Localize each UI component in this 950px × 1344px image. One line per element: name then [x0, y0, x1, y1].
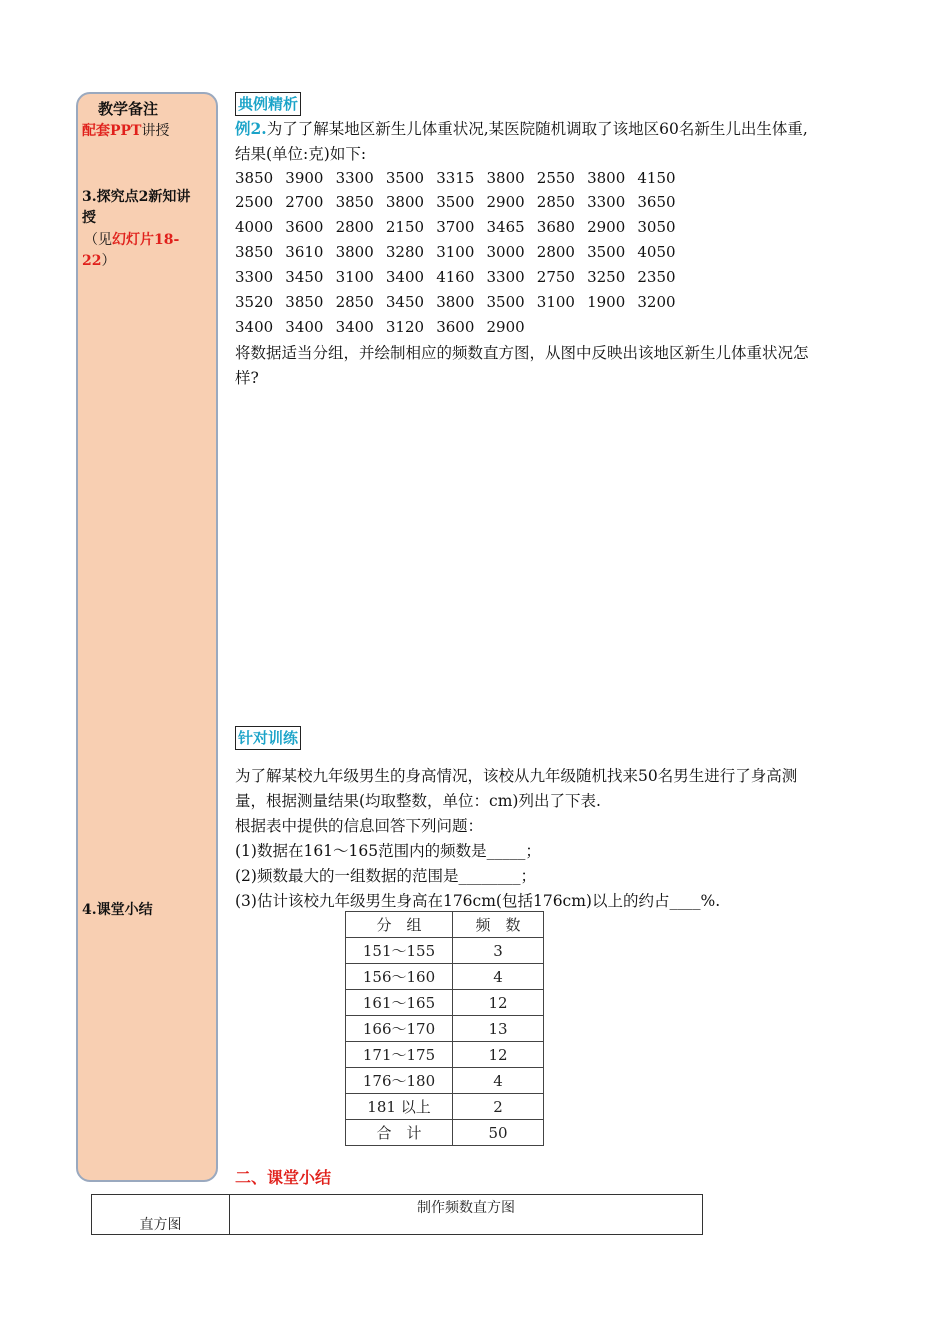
- practice-line1: 为了解某校九年级男生的身高情况，该校从九年级随机找来50名男生进行了身高测: [235, 767, 798, 785]
- data-value: 4150: [637, 169, 676, 187]
- practice-question-1: (1)数据在161～165范围内的频数是_____；: [235, 842, 541, 860]
- example-text: 为了了解某地区新生儿体重状况,某医院随机调取了该地区60名新生儿出生体重,: [266, 120, 808, 138]
- data-value: 2900: [486, 193, 525, 211]
- data-value: 3300: [235, 268, 274, 286]
- summary-title: 二、课堂小结: [235, 1168, 332, 1187]
- data-value: 3700: [436, 218, 475, 236]
- example-question-line2: 样?: [235, 369, 259, 387]
- summary-right-cell: 制作频数直方图: [230, 1195, 703, 1235]
- data-value: 2550: [536, 169, 575, 187]
- data-value: 2800: [536, 243, 575, 261]
- table-cell-frequency: 12: [453, 1042, 544, 1068]
- data-value: 3465: [486, 218, 525, 236]
- table-cell-frequency: 50: [453, 1120, 544, 1146]
- sidebar-item3-slides-num: 22: [82, 253, 102, 269]
- sidebar-item3-slides-text: 幻灯片18-: [112, 232, 180, 248]
- data-value: 3450: [285, 268, 324, 286]
- data-value: 3800: [335, 243, 374, 261]
- table-cell-frequency: 4: [453, 1068, 544, 1094]
- table-header-row: [346, 912, 544, 938]
- practice-line2: 量，根据测量结果(均取整数，单位：cm)列出了下表.: [235, 792, 601, 810]
- sidebar-ppt-red: PPT: [110, 123, 142, 139]
- table-row: [346, 990, 544, 1016]
- data-value: 3800: [385, 193, 425, 211]
- table-row: [346, 1042, 544, 1068]
- table-cell-frequency: 4: [453, 964, 544, 990]
- data-value: 2850: [536, 193, 575, 211]
- table-cell-group: 151～155: [346, 938, 453, 964]
- data-value: 3250: [587, 268, 626, 286]
- data-value: 3850: [235, 169, 274, 187]
- data-value: 2850: [335, 293, 374, 311]
- data-value: 3680: [536, 218, 575, 236]
- table-row: [346, 1016, 544, 1042]
- data-value: 3500: [587, 243, 626, 261]
- table-row: [346, 964, 544, 990]
- data-value: 3400: [385, 268, 425, 286]
- data-value: 3600: [285, 218, 324, 236]
- table-cell-group: 合 计: [346, 1120, 453, 1146]
- data-value: 2150: [385, 218, 425, 236]
- sidebar-item3-slides-end: [82, 250, 115, 270]
- data-value: 3100: [436, 243, 475, 261]
- sidebar-item4: 4.课堂小结: [82, 902, 153, 918]
- data-value: 3100: [536, 293, 575, 311]
- example-text-line1: [235, 117, 808, 141]
- table-cell-frequency: 12: [453, 990, 544, 1016]
- data-value: 3800: [486, 169, 525, 187]
- sidebar-item3-close: ）: [101, 253, 116, 269]
- table-cell-group: 166～170: [346, 1016, 453, 1042]
- data-value: 3600: [436, 318, 475, 336]
- data-value: 1900: [587, 293, 626, 311]
- table-cell-frequency: 3: [453, 938, 544, 964]
- sidebar-ppt-prefix: 配套: [82, 123, 110, 139]
- example-section-label: 典例精析: [235, 92, 301, 116]
- data-value: 3200: [637, 293, 676, 311]
- example-question-line1: 将数据适当分组，并绘制相应的频数直方图，从图中反映出该地区新生儿体重状况怎: [235, 344, 809, 362]
- practice-section-label: 针对训练: [235, 726, 301, 750]
- table-cell-group: 156～160: [346, 964, 453, 990]
- data-value: 3650: [637, 193, 676, 211]
- data-value: 3315: [436, 169, 475, 187]
- practice-line3: 根据表中提供的信息回答下列问题：: [235, 817, 484, 835]
- table-row: [346, 1094, 544, 1120]
- data-value: 2700: [285, 193, 324, 211]
- sidebar-ppt-suffix: 讲授: [141, 123, 170, 139]
- data-value: 4000: [235, 218, 274, 236]
- summary-left-cell: 直方图: [92, 1195, 230, 1235]
- data-value: 3400: [235, 318, 274, 336]
- table-header-frequency: 频 数: [453, 912, 544, 938]
- data-value: 2800: [335, 218, 374, 236]
- data-value: 3800: [436, 293, 475, 311]
- data-value: 3800: [587, 169, 626, 187]
- table-header-group: 分 组: [346, 912, 453, 938]
- data-value: 2350: [637, 268, 676, 286]
- practice-question-3: (3)估计该校九年级男生身高在176cm(包括176cm)以上的约占____%.: [235, 892, 721, 910]
- data-value: 3900: [285, 169, 324, 187]
- sidebar-item3-line1: 3.探究点2新知讲: [82, 189, 191, 205]
- data-value: 3500: [486, 293, 525, 311]
- height-frequency-table: [345, 911, 544, 1146]
- data-value: 3000: [486, 243, 525, 261]
- data-value: 3450: [385, 293, 425, 311]
- summary-table: [91, 1194, 703, 1235]
- data-value: 2750: [536, 268, 575, 286]
- data-value: 3280: [385, 243, 425, 261]
- data-value: 3300: [486, 268, 525, 286]
- data-value: 3850: [235, 243, 274, 261]
- data-value: 3520: [235, 293, 274, 311]
- data-value: 3500: [385, 169, 425, 187]
- data-value: 3300: [335, 169, 374, 187]
- sidebar-title: 教学备注: [98, 100, 159, 118]
- data-value: 3050: [637, 218, 676, 236]
- sidebar-ppt-note: [82, 120, 169, 140]
- data-value: 3400: [285, 318, 324, 336]
- data-value: 2500: [235, 193, 274, 211]
- sidebar-item3-open: （见: [84, 232, 112, 248]
- table-row: [346, 1120, 544, 1146]
- table-cell-group: 161～165: [346, 990, 453, 1016]
- table-row: [346, 938, 544, 964]
- table-cell-group: 171～175: [346, 1042, 453, 1068]
- data-value: 3850: [335, 193, 374, 211]
- practice-question-2: (2)频数最大的一组数据的范围是________；: [235, 867, 536, 885]
- example-label: 例2.: [235, 119, 267, 138]
- table-row: [346, 1068, 544, 1094]
- data-value: 3120: [385, 318, 425, 336]
- data-value: 3400: [335, 318, 374, 336]
- data-value: 2900: [587, 218, 626, 236]
- table-cell-group: 176～180: [346, 1068, 453, 1094]
- table-cell-frequency: 13: [453, 1016, 544, 1042]
- data-value: 3100: [335, 268, 374, 286]
- sidebar-item3-line2: 授: [82, 210, 96, 226]
- sidebar-item3-slides: [84, 229, 179, 249]
- example-text-line2: 结果(单位:克)如下:: [235, 145, 367, 163]
- data-value: 4050: [637, 243, 676, 261]
- data-value: 3500: [436, 193, 475, 211]
- data-value: 3850: [285, 293, 324, 311]
- data-value: 3610: [285, 243, 324, 261]
- table-cell-frequency: 2: [453, 1094, 544, 1120]
- data-value: 3300: [587, 193, 626, 211]
- table-cell-group: 181 以上: [346, 1094, 453, 1120]
- data-value: 4160: [436, 268, 475, 286]
- data-value: 2900: [486, 318, 525, 336]
